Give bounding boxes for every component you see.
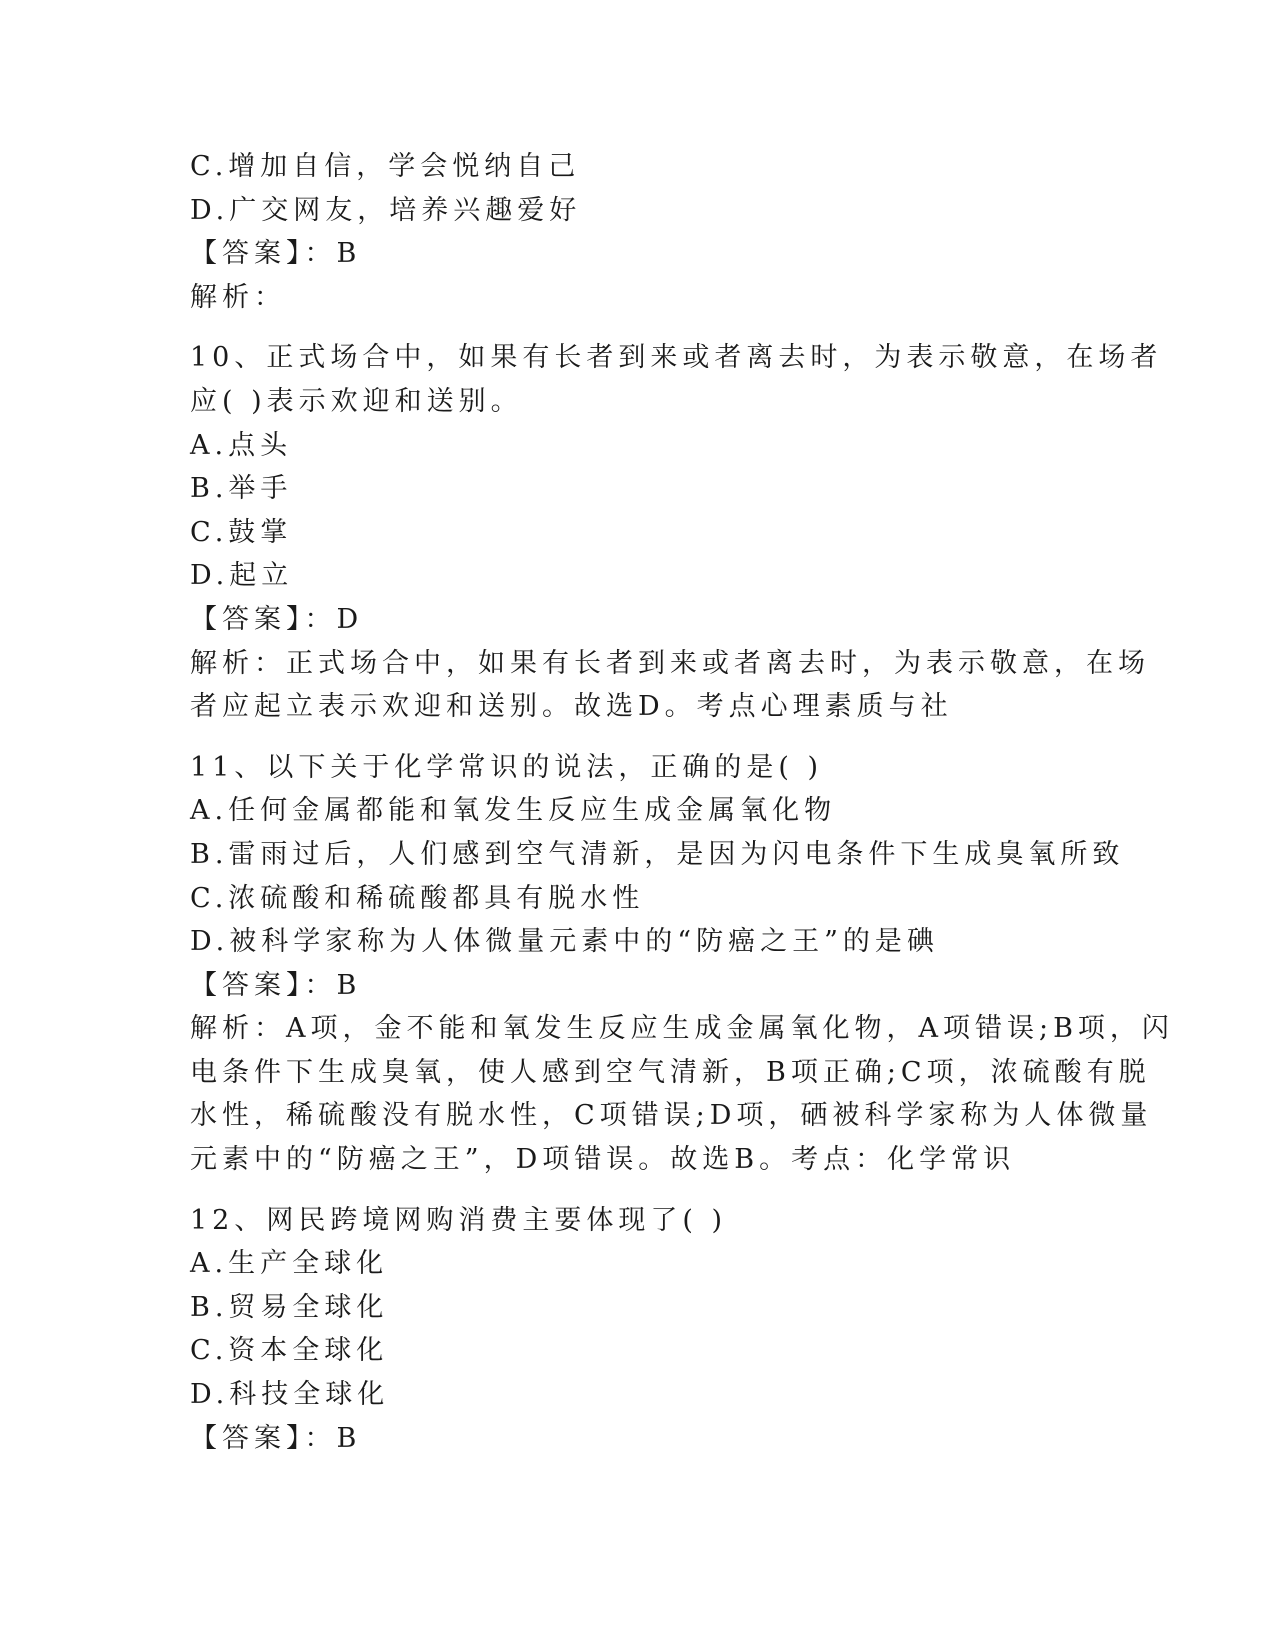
q12-option-d: D.科技全球化 bbox=[190, 1379, 390, 1411]
spacer bbox=[190, 319, 1090, 336]
q12-option-c: C.资本全球化 bbox=[190, 1335, 389, 1367]
q12-stem: 12、网民跨境网购消费主要体现了( ) bbox=[190, 1204, 728, 1236]
q10-answer: 【答案】：D bbox=[190, 603, 364, 635]
q11-analysis-line4: 元素中的“防癌之王”，D项错误。故选B。考点：化学常识 bbox=[190, 1144, 1016, 1176]
q12-option-a: A.生产全球化 bbox=[190, 1248, 389, 1280]
q10-option-b: B.举手 bbox=[190, 473, 293, 505]
q12-answer: 【答案】：B bbox=[190, 1422, 362, 1454]
q10-analysis-line1: 解析：正式场合中，如果有长者到来或者离去时，为表示敬意，在场 bbox=[190, 647, 1150, 679]
q9-answer: 【答案】：B bbox=[190, 238, 362, 270]
q11-answer: 【答案】：B bbox=[190, 969, 362, 1001]
q9-option-c: C.增加自信，学会悦纳自己 bbox=[190, 151, 581, 182]
q11-option-d: D.被科学家称为人体微量元素中的“防癌之王”的是碘 bbox=[190, 926, 939, 958]
q10-option-c: C.鼓掌 bbox=[190, 516, 293, 548]
q11-option-a: A.任何金属都能和氧发生反应生成金属氧化物 bbox=[190, 795, 837, 827]
q10-option-a: A.点头 bbox=[190, 429, 293, 461]
q9-option-d: D.广交网友，培养兴趣爱好 bbox=[190, 194, 582, 226]
spacer bbox=[190, 729, 1090, 746]
q10-option-d: D.起立 bbox=[190, 560, 294, 592]
q9-analysis: 解析： bbox=[190, 281, 286, 313]
document-page bbox=[190, 145, 1174, 1460]
spacer bbox=[190, 1182, 1090, 1199]
q11-analysis-line2: 电条件下生成臭氧，使人感到空气清新，B项正确;C项，浓硫酸有脱 bbox=[190, 1056, 1151, 1088]
q12-option-b: B.贸易全球化 bbox=[190, 1291, 389, 1323]
q11-analysis-line1: 解析：A项，金不能和氧发生反应生成金属氧化物，A项错误;B项，闪 bbox=[190, 1013, 1174, 1045]
q11-analysis-line3: 水性，稀硫酸没有脱水性，C项错误;D项，硒被科学家称为人体微量 bbox=[190, 1100, 1153, 1132]
q10-analysis-line2: 者应起立表示欢迎和送别。故选D。考点心理素质与社 bbox=[190, 691, 953, 723]
q11-stem: 11、以下关于化学常识的说法，正确的是( ) bbox=[190, 751, 824, 783]
q11-option-b: B.雷雨过后，人们感到空气清新，是因为闪电条件下生成臭氧所致 bbox=[190, 838, 1125, 870]
q10-stem-line2: 应( )表示欢迎和送别。 bbox=[190, 385, 523, 417]
q10-stem-line1: 10、正式场合中，如果有长者到来或者离去时，为表示敬意，在场者 bbox=[190, 342, 1163, 374]
q11-option-c: C.浓硫酸和稀硫酸都具有脱水性 bbox=[190, 882, 645, 914]
